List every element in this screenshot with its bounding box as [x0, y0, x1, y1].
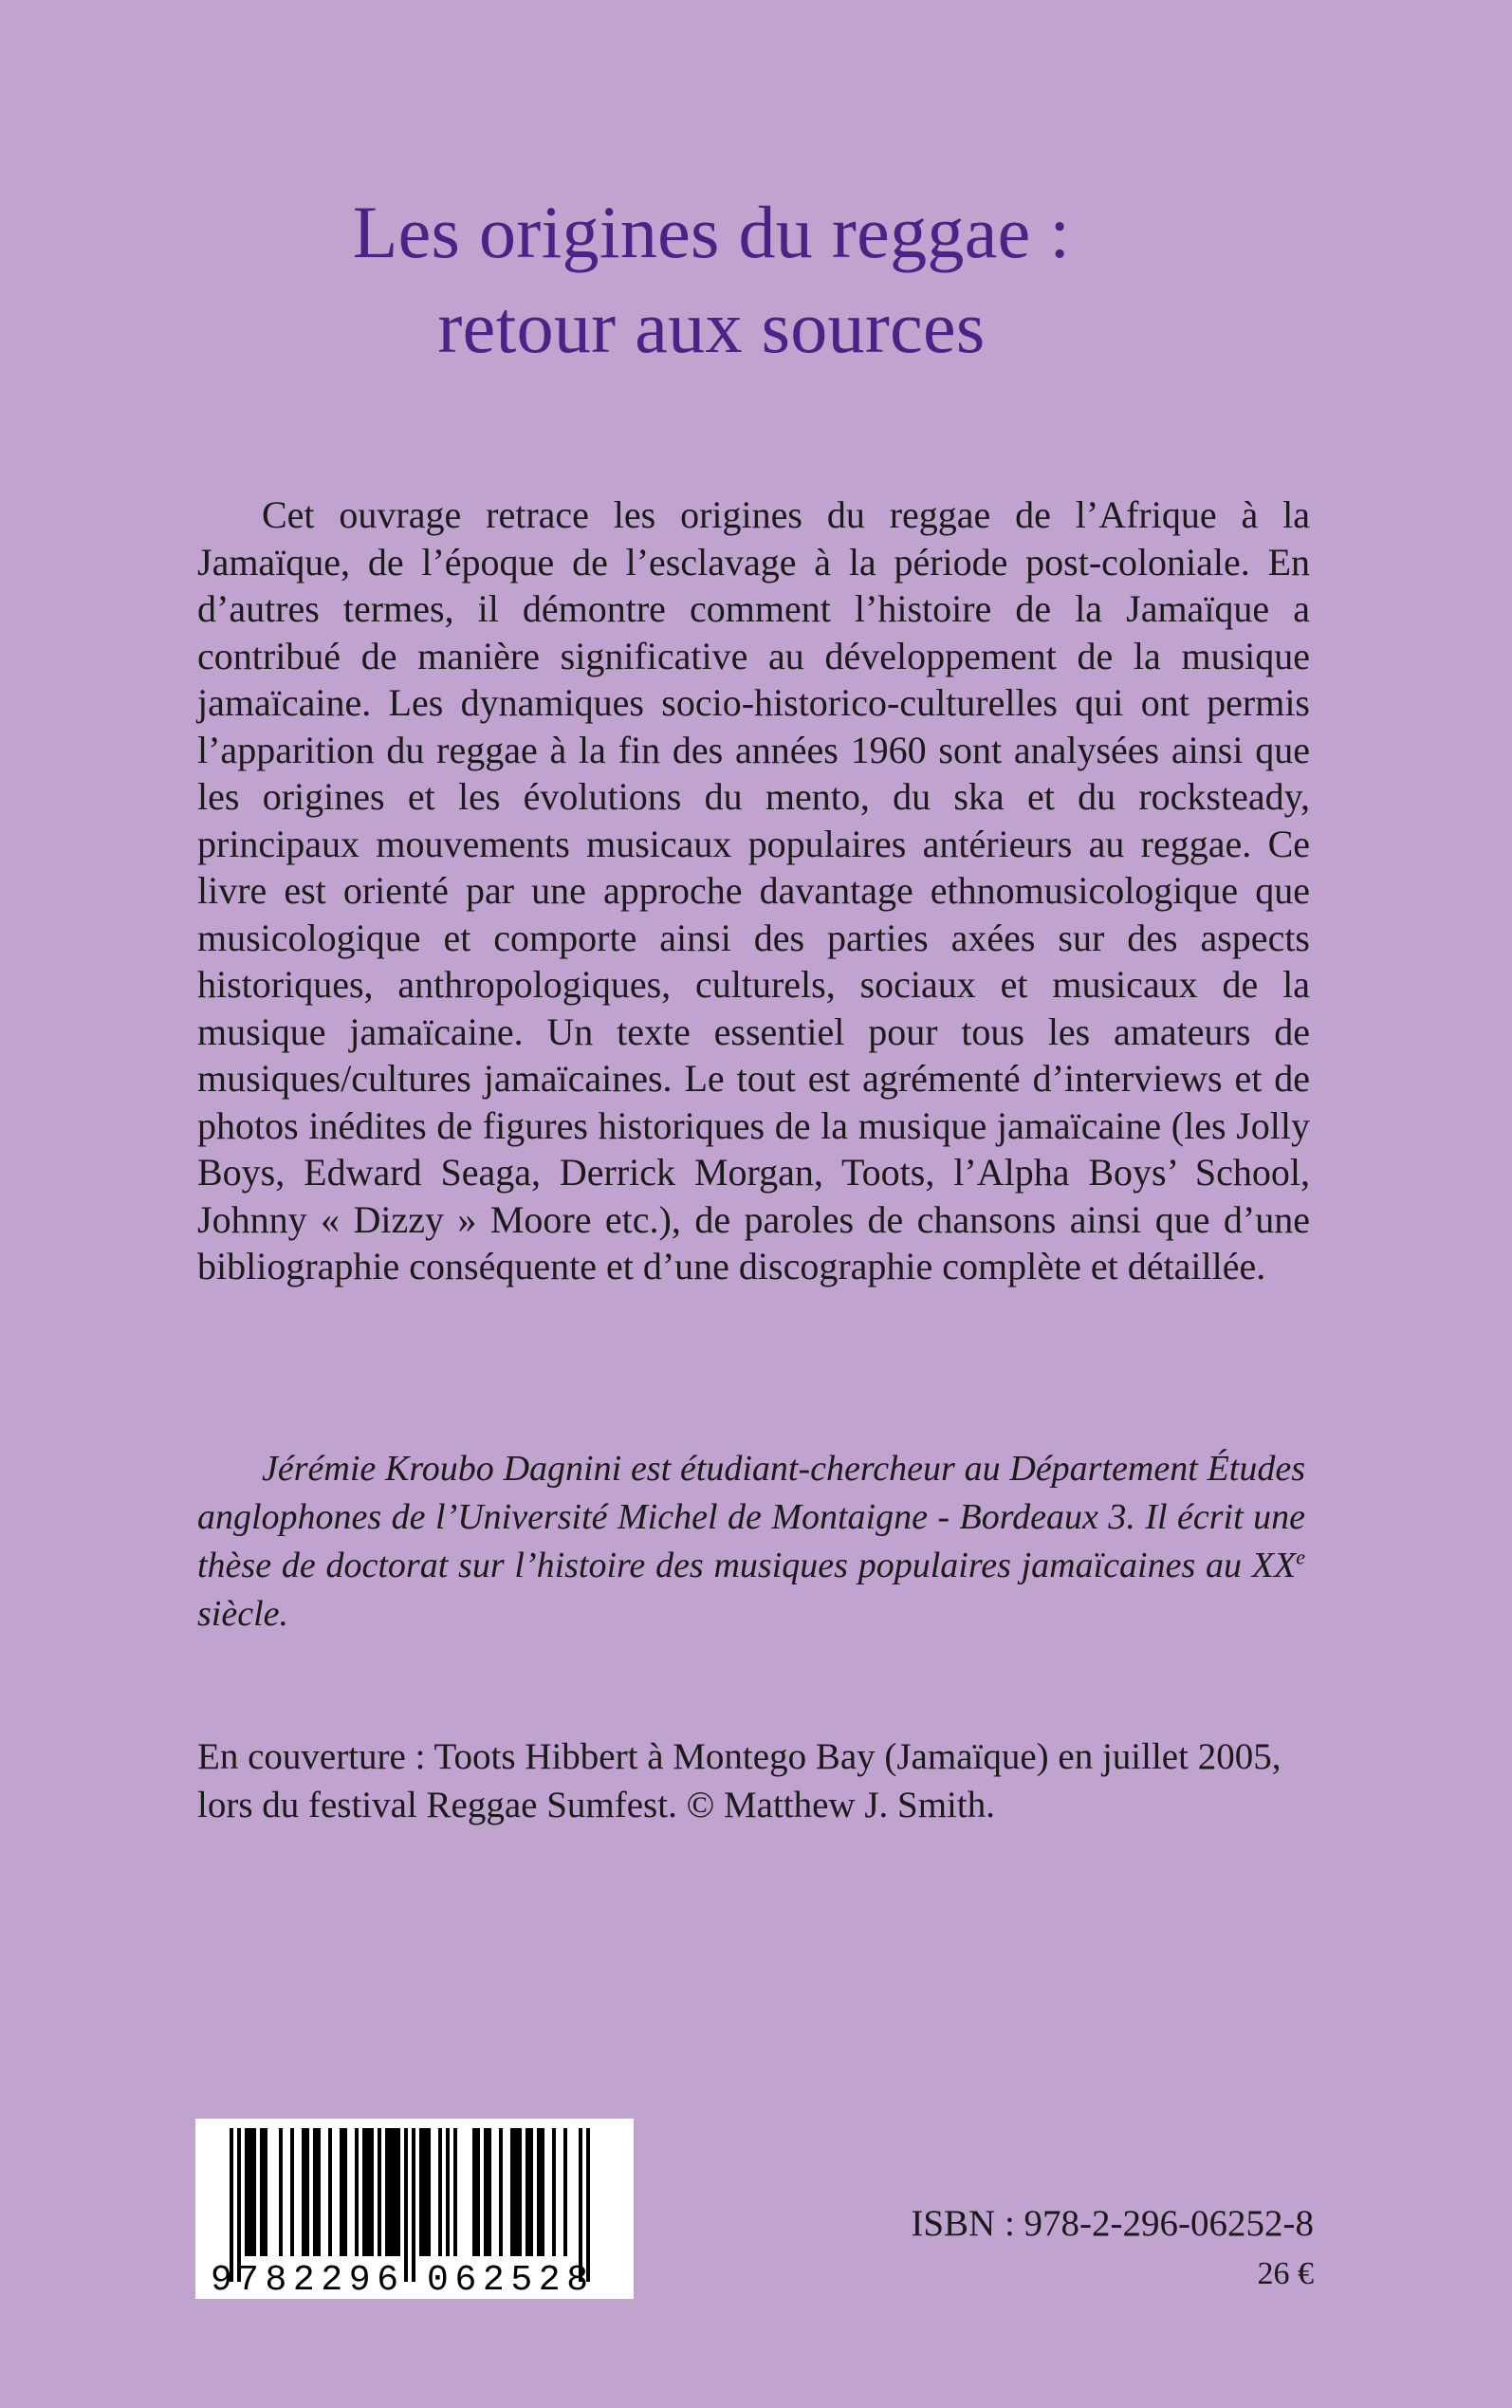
barcode-bar	[423, 2128, 427, 2256]
barcode-bar	[370, 2128, 374, 2256]
barcode-bar	[552, 2128, 556, 2256]
barcode-bar	[230, 2128, 233, 2282]
barcode-bar	[237, 2128, 241, 2282]
barcode-first-digit: 9	[211, 2260, 232, 2299]
barcode-bar	[313, 2128, 317, 2256]
barcode-bar	[252, 2128, 256, 2256]
barcode-bar	[355, 2128, 359, 2256]
barcode-bar	[264, 2128, 267, 2256]
barcode-bar	[518, 2128, 522, 2256]
barcode-bar	[427, 2128, 431, 2256]
barcode-bar	[453, 2128, 457, 2256]
barcode-bar	[279, 2128, 283, 2256]
barcode-bar	[340, 2128, 343, 2256]
barcode-bar	[537, 2128, 541, 2256]
barcode-bar	[579, 2128, 582, 2282]
cover-credit: En couverture : Toots Hibbert à Montego Bay (Jamaïque) en juillet 2005, lors du festival Reggae Sumfest. © Matthew J. Smith.	[197, 1736, 1282, 1825]
barcode-bar	[366, 2128, 370, 2256]
book-summary: Cet ouvrage retrace les origines du reggae de l’Afrique à la Jamaïque, de l’époque de l’esclavage à la période post-coloniale. En d’autres termes, il démontre comment l’histoire de la Jamaïque a contribué de manière significative au développement de la musique jamaïcaine. Les dynamiques socio-historico-culturelles qui ont permis l’apparition du reggae à la fin des années 1960 sont analysées ainsi que les origines et les évolutions du mento, du ska et du rocksteady, principaux mouvements musicaux populaires antérieurs au reggae. Ce livre est orienté par une approche davantage ethnomusicologique que musicologique et comporte ainsi des parties axées sur des aspects historiques, anthropologiques, culturels, sociaux et musicaux de la musique jamaïcaine. Un texte essentiel pour tous les amateurs de musiques/cultures jamaïcaines. Le tout est agrémenté d’interviews et de photos inédites de figures historiques de la musique jamaïcaine (les Jolly Boys, Edward Seaga, Derrick Morgan, Toots, l’Alpha Boys’ School, Johnny « Dizzy » Moore etc.), de paroles de chansons ainsi que d’une bibliographie conséquente et d’une discographie complète et détaillée.	[197, 493, 1310, 1287]
author-bio-suffix: siècle.	[197, 1594, 289, 1634]
barcode-bar	[385, 2128, 389, 2256]
barcode-graphic	[195, 2119, 634, 2299]
barcode-bar	[396, 2128, 400, 2256]
title-line-1: Les origines du reggae :	[352, 191, 1071, 273]
author-bio	[197, 1445, 1305, 1639]
barcode-bar	[438, 2128, 442, 2256]
barcode-bar	[476, 2128, 480, 2256]
barcode-bar	[378, 2128, 381, 2256]
barcode-bar	[484, 2128, 488, 2256]
barcode-bar	[362, 2128, 366, 2256]
barcode-bar	[586, 2128, 590, 2282]
barcode-bar	[514, 2128, 518, 2256]
barcode-bar	[510, 2128, 514, 2256]
barcode-bar	[389, 2128, 393, 2256]
barcode-bar	[446, 2128, 450, 2256]
barcode-bar	[305, 2128, 309, 2256]
barcode-bars	[230, 2128, 590, 2282]
barcode-bar	[419, 2128, 423, 2256]
barcode	[195, 2119, 634, 2299]
barcode-bar	[404, 2128, 408, 2282]
barcode-bar	[472, 2128, 476, 2256]
century-superscript: e	[1296, 1545, 1305, 1569]
barcode-bar	[328, 2128, 332, 2256]
barcode-bar	[249, 2128, 252, 2256]
barcode-bar	[317, 2128, 321, 2256]
barcode-bar	[393, 2128, 396, 2256]
book-title	[0, 185, 1423, 375]
price-label: 26 €	[1257, 2256, 1314, 2291]
barcode-bar	[260, 2128, 264, 2256]
barcode-right-digits: 062528	[427, 2260, 588, 2299]
barcode-bar	[529, 2128, 533, 2256]
barcode-bar	[412, 2128, 415, 2282]
barcode-bar	[541, 2128, 544, 2256]
barcode-bar	[245, 2128, 249, 2256]
barcode-bar	[343, 2128, 347, 2256]
barcode-left-digits: 782296	[237, 2260, 398, 2299]
barcode-bar	[302, 2128, 305, 2256]
isbn-label: ISBN : 978-2-296-06252-8	[911, 2203, 1314, 2244]
title-line-2: retour aux sources	[437, 286, 986, 368]
barcode-bar	[488, 2128, 491, 2256]
barcode-bar	[563, 2128, 567, 2256]
barcode-bar	[290, 2128, 294, 2256]
barcode-bar	[499, 2128, 503, 2256]
barcode-bar	[526, 2128, 529, 2256]
author-bio-text: Jérémie Kroubo Dagnini est étudiant-chercheur au Département Études anglophones de l’Université Michel de Montaigne - Bordeaux 3. Il écrit une thèse de doctorat sur l’histoire des musiques populaires jamaïcaines au XX	[197, 1449, 1305, 1585]
